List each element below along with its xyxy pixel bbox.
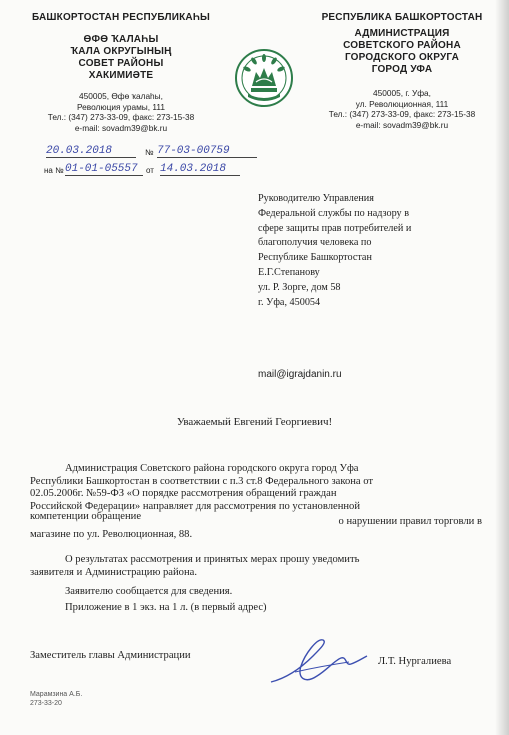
- header-right-line1: РЕСПУБЛИКА БАШКОРТОСТАН: [321, 12, 483, 23]
- header-right-addr1: 450005, г. Уфа,: [373, 88, 431, 98]
- addressee-line: сфере защиты прав потребителей и: [258, 222, 412, 234]
- reference-from-label: от: [146, 166, 154, 175]
- addressee-line: Е.Г.Степанову: [258, 266, 320, 278]
- header-right-addr2: ул. Революционная, 111: [355, 98, 449, 109]
- addressee-line: ул. Р. Зорге, дом 58: [258, 281, 341, 293]
- header-right: [300, 12, 504, 130]
- paragraph-line: 02.05.2006г. №59-ФЗ «О порядке рассмотрения обращений граждан: [30, 488, 337, 500]
- signer-position: Заместитель главы Администрации: [30, 650, 191, 661]
- reference-line: [44, 163, 264, 177]
- header-left-addr2: Революция урамы, 111: [77, 101, 165, 112]
- paragraph-line: О результатах рассмотрения и принятых мерах прошу уведомить: [65, 554, 360, 565]
- registration-number: 77-03-00759: [157, 145, 257, 158]
- addressee-line: Руководителю Управления: [258, 193, 374, 204]
- executor-phone: 273-33-20: [30, 700, 62, 707]
- signer-name: Л.Т. Нургалиева: [378, 656, 452, 667]
- greeting: Уважаемый Евгений Георгиевич!: [176, 416, 333, 428]
- handwritten-signature-icon: [265, 632, 370, 694]
- header-right-line4: ГОРОДСКОГО ОКРУГА: [344, 52, 460, 63]
- addressee-line: г. Уфа, 450054: [258, 296, 321, 308]
- header-left-tel: Тел.: (347) 273-33-09, факс: 273-15-38: [47, 112, 195, 122]
- header-left-email: e-mail: sovadm39@bk.ru: [74, 122, 168, 133]
- header-right-email: e-mail: sovadm39@bk.ru: [355, 119, 449, 130]
- paragraph-request: [30, 554, 482, 579]
- paragraph-line: магазине по ул. Революционная, 88.: [30, 528, 193, 540]
- registration-date: 20.03.2018: [46, 145, 136, 158]
- paragraph-main: [30, 463, 482, 542]
- header-right-line5: ГОРОД УФА: [371, 64, 433, 75]
- paragraph-fragment: о нарушении правил торговли в: [338, 516, 482, 528]
- paragraph-line: Российской Федерации» направляет для рассмотрения по установленной: [30, 500, 361, 512]
- paragraph-line-split: [30, 513, 482, 526]
- addressee-line: Федеральной службы по надзору в: [258, 207, 410, 219]
- paragraph-attachment: [30, 602, 482, 615]
- paragraph-line: Республики Башкортостан в соответствии с п.3 ст.8 Федерального закона от: [30, 475, 374, 487]
- paragraph-line: Приложение в 1 экз. на 1 л. (в первый адрес): [65, 602, 267, 613]
- header-right-tel: Тел.: (347) 273-33-09, факс: 273-15-38: [328, 109, 476, 119]
- bashkortostan-emblem-icon: [234, 48, 294, 108]
- header-left-line1: БАШКОРТОСТАН РЕСПУБЛИКАҺЫ: [31, 12, 211, 23]
- paragraph-notice: [30, 586, 482, 599]
- addressee-line: Республике Башкортостан: [258, 252, 372, 264]
- header-left-addr1: 450005, Өфө ҡалаһы,: [79, 91, 163, 101]
- paragraph-line: Заявителю сообщается для сведения.: [65, 586, 233, 597]
- registration-line: [46, 145, 260, 159]
- paragraph-line: Администрация Советского района городского округа город Уфа: [65, 463, 359, 474]
- recipient-email: mail@igrajdanin.ru: [258, 369, 342, 380]
- registration-no-label: №: [145, 148, 154, 157]
- reference-date: 14.03.2018: [160, 163, 240, 176]
- addressee-block: [258, 192, 473, 310]
- header-left-line3: ҠАЛА ОКРУГЫНЫҢ: [70, 46, 172, 57]
- header-left-line5: ХАКИМИӘТЕ: [88, 70, 154, 81]
- reference-no-label: на №: [44, 166, 64, 175]
- paragraph-line: заявителя и Администрацию района.: [30, 566, 197, 578]
- paragraph-fragment: компетенции обращение: [30, 511, 142, 523]
- header-right-line3: СОВЕТСКОГО РАЙОНА: [343, 40, 461, 51]
- executor-block: [30, 690, 82, 708]
- reference-number: 01-01-05557: [65, 163, 143, 176]
- header-right-line2: АДМИНИСТРАЦИЯ: [354, 28, 450, 39]
- addressee-line: благополучия человека по: [258, 237, 372, 249]
- executor-name: Марамзина А.Б.: [30, 691, 83, 698]
- header-left: [14, 12, 228, 133]
- header-left-line4: СОВЕТ РАЙОНЫ: [78, 58, 164, 69]
- header-left-line2: ӨФӨ ҠАЛАҺЫ: [83, 34, 159, 45]
